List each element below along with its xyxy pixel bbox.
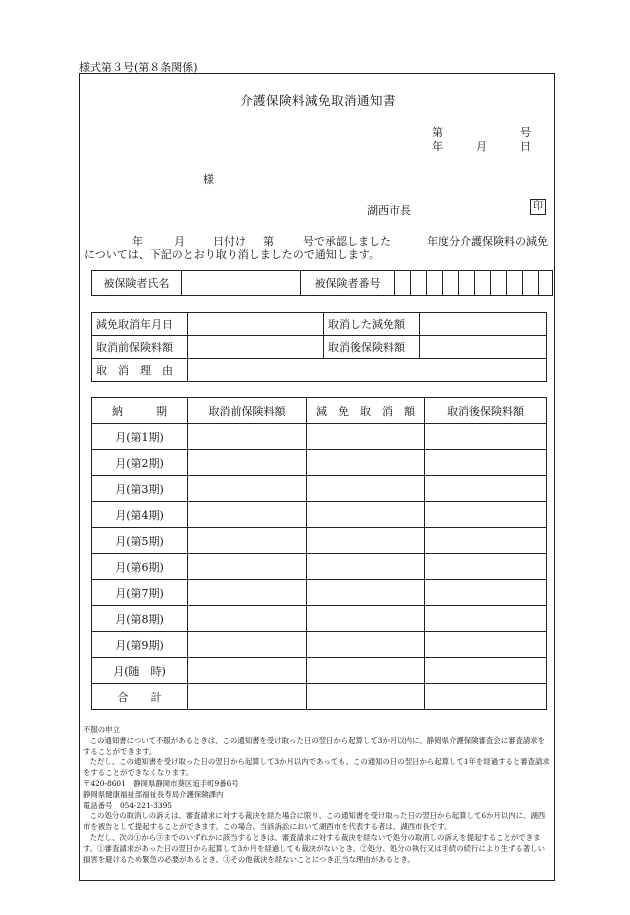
insured-table bbox=[91, 270, 553, 296]
period-label: 月(第9期) bbox=[92, 632, 188, 658]
cancel-date-field[interactable] bbox=[188, 313, 324, 336]
cancel-amount-cell[interactable] bbox=[307, 528, 425, 554]
post-amount-cell[interactable] bbox=[425, 450, 547, 476]
pre-amount-cell[interactable] bbox=[188, 580, 307, 606]
insured-number-digit[interactable] bbox=[491, 271, 507, 296]
notes-paragraph-2: ただし、この通知書を受け取った日の翌日から起算して3か月以内であっても、この通知の日の翌日から起算して1年を経過すると審査請求をすることができなくなります。 bbox=[83, 757, 550, 778]
date-day: 日 bbox=[520, 140, 531, 153]
insured-number-digit[interactable] bbox=[459, 271, 475, 296]
pre-amount-field[interactable] bbox=[188, 336, 324, 359]
cancel-amount-total[interactable] bbox=[307, 684, 425, 710]
body-no-prefix: 第 bbox=[263, 235, 274, 248]
post-amount-cell[interactable] bbox=[425, 632, 547, 658]
pre-amount-cell[interactable] bbox=[188, 450, 307, 476]
table-row bbox=[92, 450, 547, 476]
insured-number-digit[interactable] bbox=[395, 271, 411, 296]
detail-table bbox=[91, 312, 547, 382]
body-approved: 号で承認しました bbox=[303, 235, 391, 248]
table-row bbox=[92, 606, 547, 632]
notice-form bbox=[79, 73, 555, 881]
post-amount-cell[interactable] bbox=[425, 528, 547, 554]
header-cancel-amount: 減 免 取 消 額 bbox=[307, 398, 425, 424]
pre-amount-cell[interactable] bbox=[188, 528, 307, 554]
notes-address: 〒420-8601 静岡県静岡市葵区追手町9番6号 bbox=[83, 778, 239, 788]
period-label: 月(第6期) bbox=[92, 554, 188, 580]
pre-amount-cell[interactable] bbox=[188, 606, 307, 632]
period-label: 月(第1期) bbox=[92, 424, 188, 450]
post-amount-cell[interactable] bbox=[425, 476, 547, 502]
period-label: 月(第2期) bbox=[92, 450, 188, 476]
issuer-name: 湖西市長 bbox=[367, 204, 411, 217]
form-number: 様式第３号(第８条関係) bbox=[79, 61, 198, 74]
period-label: 月(第4期) bbox=[92, 502, 188, 528]
post-amount-cell[interactable] bbox=[425, 606, 547, 632]
insured-number-digit[interactable] bbox=[523, 271, 539, 296]
pre-amount-cell[interactable] bbox=[188, 632, 307, 658]
insured-name-field[interactable] bbox=[182, 271, 301, 296]
period-label: 月(随 時) bbox=[92, 658, 188, 684]
insured-number-digit[interactable] bbox=[475, 271, 491, 296]
header-pre-amount: 取消前保険料額 bbox=[188, 398, 307, 424]
period-table bbox=[91, 397, 547, 710]
insured-number-digit[interactable] bbox=[427, 271, 443, 296]
period-label: 月(第3期) bbox=[92, 476, 188, 502]
table-row bbox=[92, 502, 547, 528]
insured-number-digit[interactable] bbox=[539, 271, 553, 296]
cancel-amount-cell[interactable] bbox=[307, 450, 425, 476]
body-dated: 日付け bbox=[213, 235, 246, 248]
insured-number-label: 被保険者番号 bbox=[301, 271, 395, 296]
body-month: 月 bbox=[174, 235, 185, 248]
document-title: 介護保険料減免取消通知書 bbox=[239, 93, 396, 108]
table-row bbox=[92, 528, 547, 554]
post-amount-cell[interactable] bbox=[425, 658, 547, 684]
cancel-amount-cell[interactable] bbox=[307, 424, 425, 450]
cancel-amount-cell[interactable] bbox=[307, 476, 425, 502]
date-year: 年 bbox=[432, 140, 443, 153]
cancel-amount-cell[interactable] bbox=[307, 502, 425, 528]
table-row bbox=[92, 476, 547, 502]
header-period: 納 期 bbox=[92, 398, 188, 424]
cancel-amount-cell[interactable] bbox=[307, 580, 425, 606]
pre-amount-label: 取消前保険料額 bbox=[92, 336, 188, 359]
cancelled-amount-field[interactable] bbox=[420, 313, 547, 336]
table-row bbox=[92, 554, 547, 580]
insured-number-digit[interactable] bbox=[411, 271, 427, 296]
table-row bbox=[92, 658, 547, 684]
addressee-honorific: 様 bbox=[203, 173, 214, 186]
cancel-amount-cell[interactable] bbox=[307, 606, 425, 632]
post-amount-field[interactable] bbox=[420, 336, 547, 359]
pre-amount-cell[interactable] bbox=[188, 424, 307, 450]
post-amount-cell[interactable] bbox=[425, 424, 547, 450]
pre-amount-cell[interactable] bbox=[188, 476, 307, 502]
period-label: 月(第5期) bbox=[92, 528, 188, 554]
insured-number-digit[interactable] bbox=[507, 271, 523, 296]
notes-paragraph-4: ただし、次の①から③までのいずれかに該当するときは、審査請求に対する裁決を経ないで処分の取消しの訴えを提起することができます。①審査請求があった日の翌日から起算して3か月を経過しても裁決がないとき、②処分、処分の執行又は手続の続行により生ずる著しい損害を避けるため緊急の必要があるとき、③その他裁決を経ないことにつき正当な理由があるとき。 bbox=[83, 832, 545, 864]
doc-number-suffix: 号 bbox=[520, 126, 531, 139]
body-line2: については、下記のとおり取り消しましたので通知します。 bbox=[84, 248, 380, 261]
cancel-amount-cell[interactable] bbox=[307, 632, 425, 658]
date-month: 月 bbox=[476, 140, 487, 153]
notes-paragraph-3: この処分の取消しの訴えは、審査請求に対する裁決を経た場合に限り、この通知書を受け取った日の翌日から起算して6か月以内に、湖西市を被告として提起することができます。この場合、当該訴訟において湖西市を代表する者は、湖西市長です。 bbox=[83, 811, 546, 832]
cancel-amount-cell[interactable] bbox=[307, 658, 425, 684]
post-amount-cell[interactable] bbox=[425, 502, 547, 528]
post-amount-total[interactable] bbox=[425, 684, 547, 710]
post-amount-label: 取消後保険料額 bbox=[324, 336, 420, 359]
insured-name-label: 被保険者氏名 bbox=[92, 271, 182, 296]
reason-field[interactable] bbox=[188, 359, 547, 382]
cancel-date-label: 減免取消年月日 bbox=[92, 313, 188, 336]
pre-amount-cell[interactable] bbox=[188, 502, 307, 528]
table-row bbox=[92, 424, 547, 450]
table-row bbox=[92, 632, 547, 658]
appeal-notes bbox=[83, 725, 551, 865]
header-post-amount: 取消後保険料額 bbox=[425, 398, 547, 424]
insured-number-digit[interactable] bbox=[443, 271, 459, 296]
period-label: 月(第7期) bbox=[92, 580, 188, 606]
post-amount-cell[interactable] bbox=[425, 554, 547, 580]
notes-heading: 不服の申立 bbox=[83, 725, 120, 734]
notes-phone: 電話番号 054-221-3395 bbox=[83, 800, 172, 810]
pre-amount-cell[interactable] bbox=[188, 554, 307, 580]
total-label: 合 計 bbox=[92, 684, 188, 710]
reason-label: 取 消 理 由 bbox=[92, 359, 188, 382]
period-label: 月(第8期) bbox=[92, 606, 188, 632]
cancel-amount-cell[interactable] bbox=[307, 554, 425, 580]
body-fiscal: 年度分介護保険料の減免 bbox=[427, 235, 548, 248]
pre-amount-cell[interactable] bbox=[188, 658, 307, 684]
table-row bbox=[92, 580, 547, 606]
seal-mark: 印 bbox=[530, 199, 546, 215]
post-amount-cell[interactable] bbox=[425, 580, 547, 606]
doc-number-prefix: 第 bbox=[432, 126, 443, 139]
total-row bbox=[92, 684, 547, 710]
notes-paragraph-1: この通知書について不服があるときは、この通知書を受け取った日の翌日から起算して3か月以内に、静岡県介護保険審査会に審査請求をすることができます。 bbox=[83, 735, 546, 756]
body-year: 年 bbox=[132, 235, 143, 248]
cancelled-amount-label: 取消した減免額 bbox=[324, 313, 420, 336]
notes-organization: 静岡県健康福祉部福祉長寿局介護保険課内 bbox=[83, 789, 224, 799]
pre-amount-total[interactable] bbox=[188, 684, 307, 710]
